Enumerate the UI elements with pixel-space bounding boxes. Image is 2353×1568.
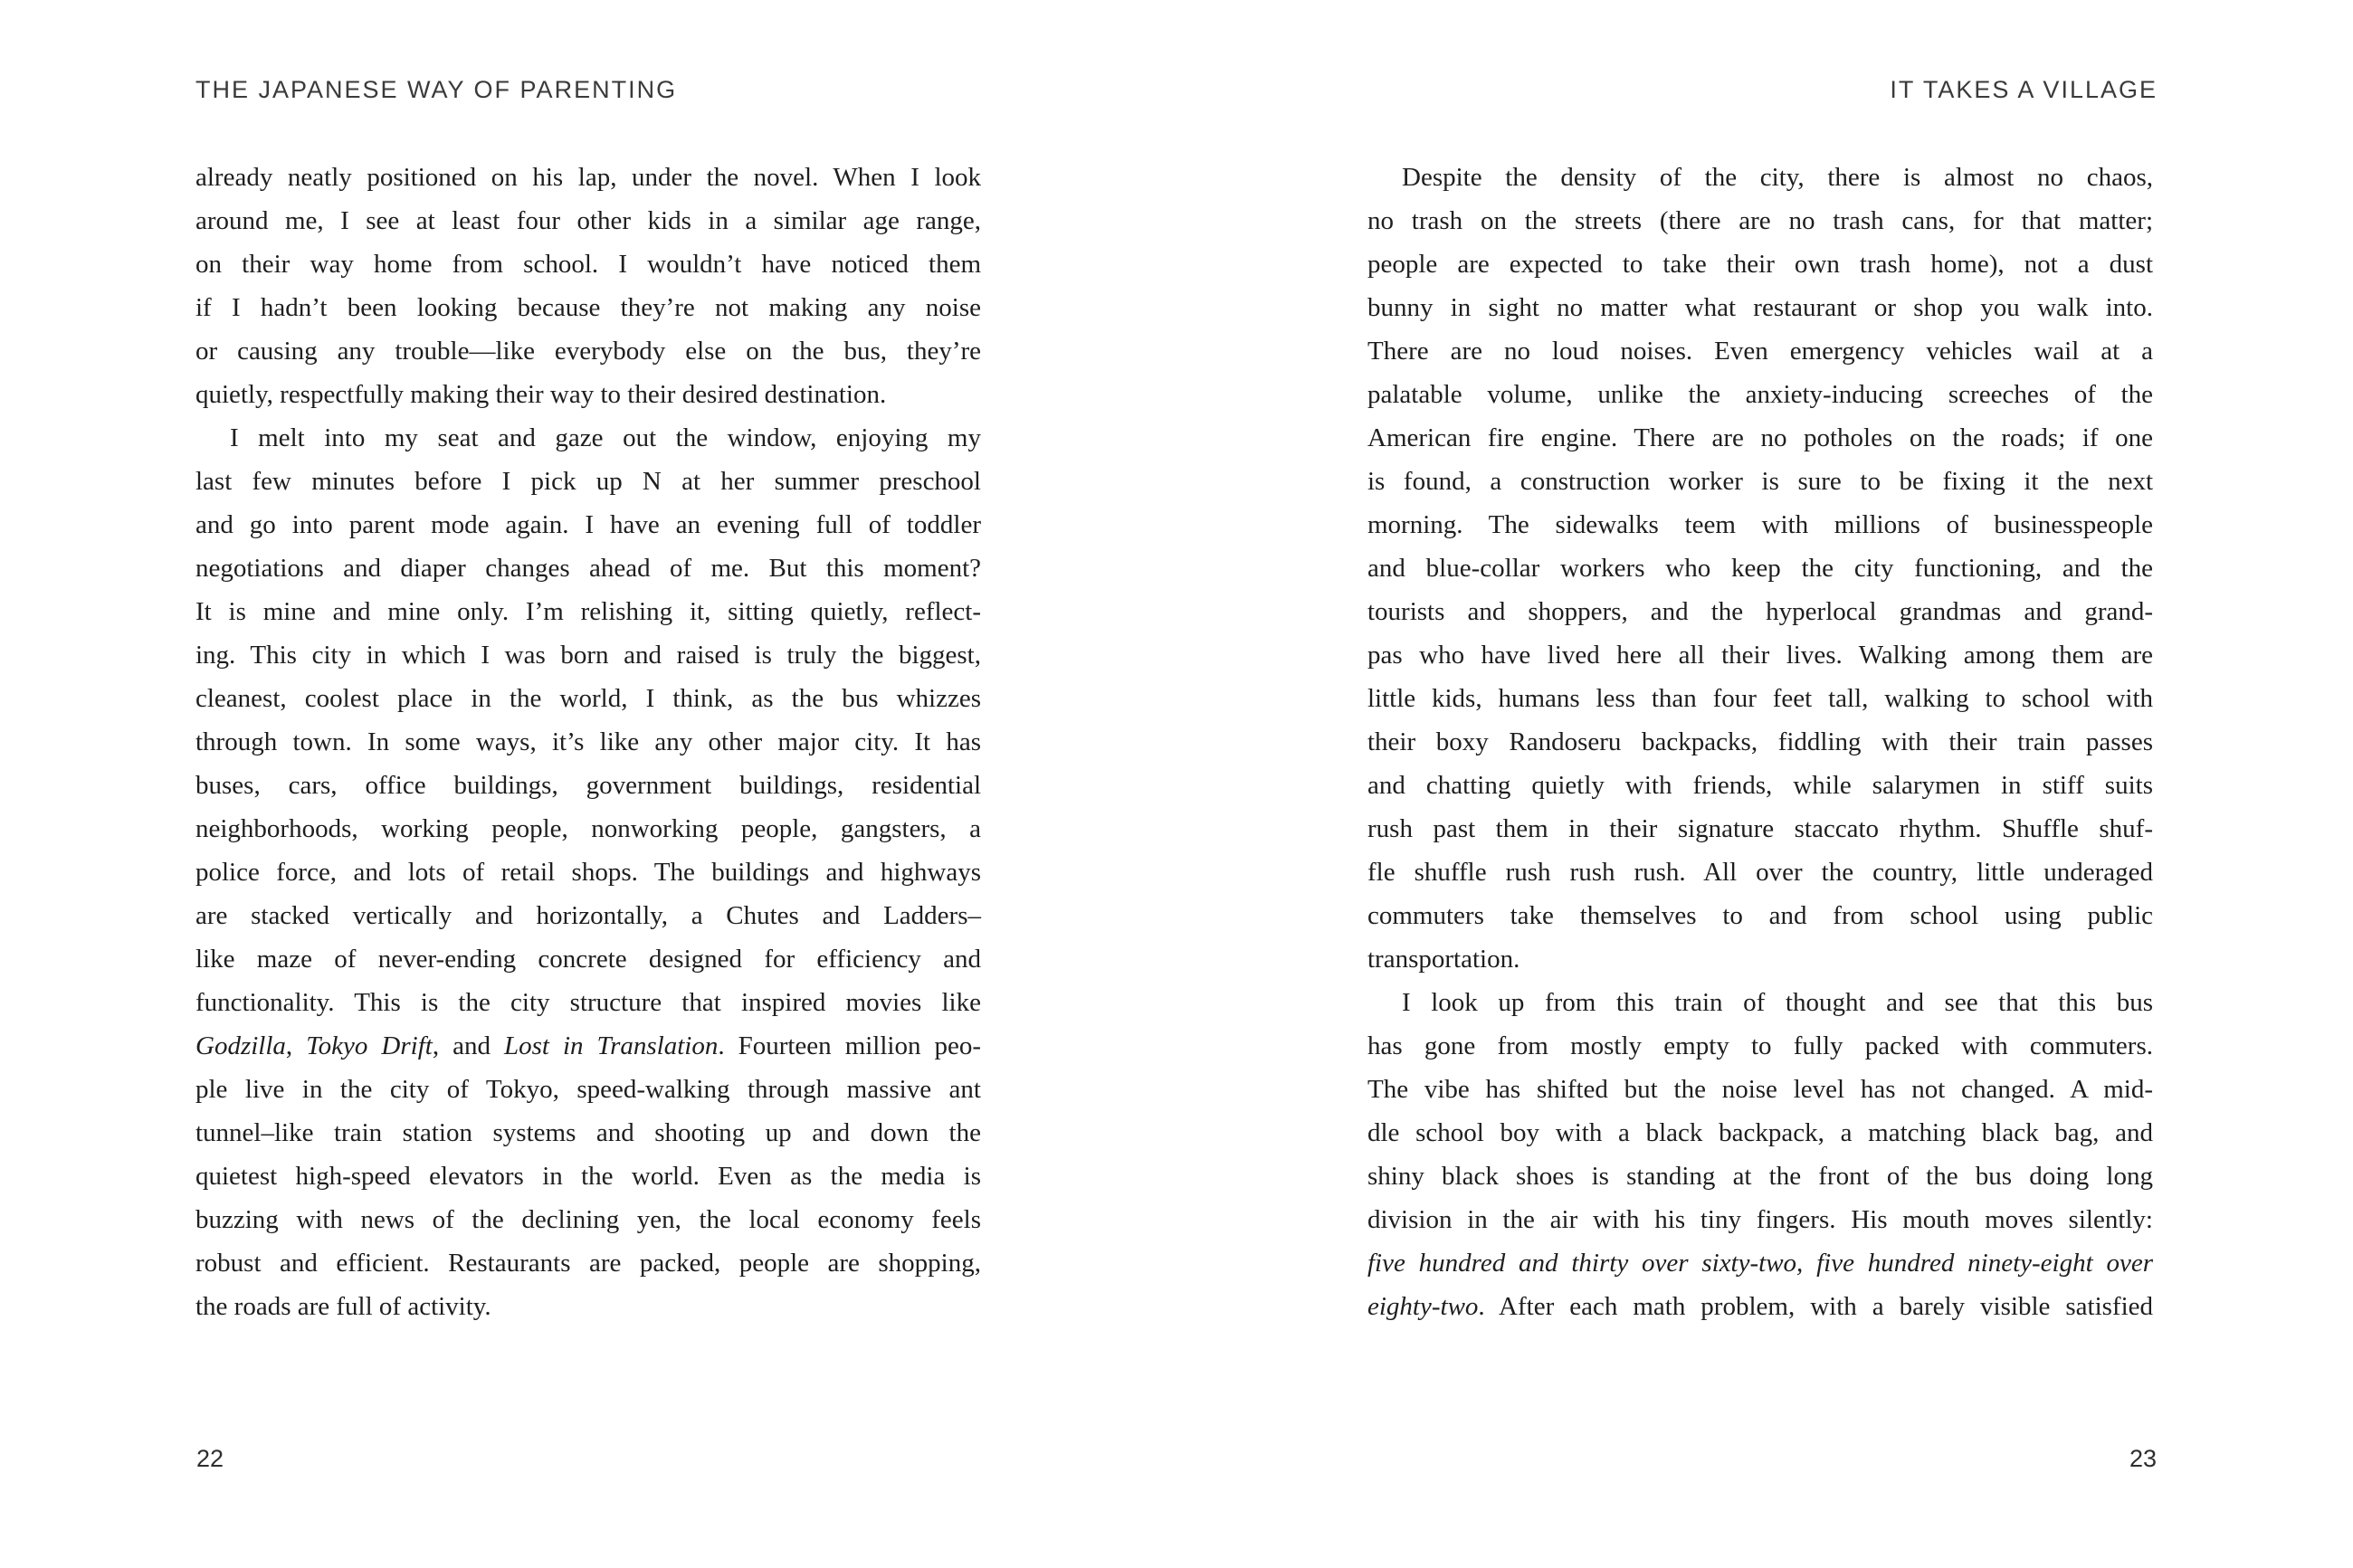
text-line-content: if I hadn’t been looking because they’re not making any noise [195,293,981,322]
text-line-content: or causing any trouble—like everybody else on the bus, they’re [195,337,981,366]
text-line-content: last few minutes before I pick up N at her summer preschool [195,467,981,496]
text-line-content [195,1031,981,1060]
text-line-content: commuters take themselves to and from school using public [1367,901,2154,930]
italic-text-segment: five hundred and thirty over sixty-two, five hundred ninety-eight over [1367,1249,2153,1278]
text-line [195,764,981,807]
text-line [195,937,981,981]
text-line-content: buses, cars, office buildings, government buildings, residential [195,771,981,800]
text-line-content: like maze of never-ending concrete designed for efficiency and [195,945,981,974]
text-line-content: and chatting quietly with friends, while salarymen in stiff suits [1367,771,2153,800]
text-line-content: their boxy Randoseru backpacks, fiddling with their train passes [1367,727,2153,756]
text-line [1367,1285,2153,1328]
text-line [1367,633,2153,677]
page-number-right: 23 [2129,1445,2157,1472]
text-line [195,373,981,416]
text-line-content: buzzing with news of the declining yen, the local economy feels [195,1205,981,1234]
text-line-content: tourists and shoppers, and the hyperlocal grandmas and grand- [1367,597,2154,626]
right-page-text-column [1367,156,2153,1328]
text-segment: . After each math problem, with a barely visible satisfied [1478,1292,2154,1321]
text-line-content: morning. The sidewalks teem with millions of businesspeople [1367,510,2153,539]
page-number-left: 22 [196,1445,224,1472]
text-line [195,807,981,851]
text-line [1367,546,2153,590]
text-line-content: no trash on the streets (there are no trash cans, for that matter; [1367,206,2153,235]
text-line-content: I look up from this train of thought and see that this bus [1402,988,2153,1017]
text-line-content: palatable volume, unlike the anxiety-inducing screeches of the [1367,380,2153,409]
text-line [1367,720,2153,764]
text-line-content: There are no loud noises. Even emergency vehicles wail at a [1367,337,2153,366]
text-line [1367,156,2153,199]
text-line-content: pas who have lived here all their lives. Walking among them are [1367,641,2153,670]
text-line-content: transportation. [1367,945,1520,974]
text-line [1367,1024,2153,1068]
running-header-book-title: THE JAPANESE WAY OF PARENTING [195,76,678,103]
text-line [1367,1068,2153,1111]
text-line-content: around me, I see at least four other kids in a similar age range, [195,206,982,235]
text-line [195,546,981,590]
text-line-content: ple live in the city of Tokyo, speed-walking through massive ant [195,1075,981,1104]
text-line-content: is found, a construction worker is sure to be fixing it the next [1367,467,2154,496]
text-line [1367,807,2153,851]
text-line [1367,1241,2153,1285]
text-line-content [1367,1249,2153,1278]
text-line-content: It is mine and mine only. I’m relishing it, sitting quietly, reflect- [195,597,981,626]
text-line-content: negotiations and diaper changes ahead of me. But this moment? [195,554,981,583]
text-line-content: dle school boy with a black backpack, a matching black bag, and [1367,1118,2153,1147]
text-line [195,1155,981,1198]
text-line [195,1198,981,1241]
italic-text-segment: eighty-two [1367,1292,1479,1321]
text-line-content: and go into parent mode again. I have an evening full of toddler [195,510,981,539]
text-line-content: division in the air with his tiny fingers. His mouth moves silently: [1367,1205,2153,1234]
text-line [195,460,981,503]
left-page-text-column [195,156,981,1328]
text-line-content: I melt into my seat and gaze out the window, enjoying my [230,423,981,452]
text-line [1367,981,2153,1024]
text-line [195,590,981,633]
text-line-content: police force, and lots of retail shops. The buildings and highways [195,858,981,887]
text-line-content: little kids, humans less than four feet tall, walking to school with [1367,684,2153,713]
text-line-content: cleanest, coolest place in the world, I think, as the bus whizzes [195,684,982,713]
text-line [195,1241,981,1285]
text-segment: . Fourteen million peo- [718,1031,982,1060]
text-segment: , [285,1031,307,1060]
text-line-content: tunnel–like train station systems and shooting up and down the [195,1118,981,1147]
text-line-content: ing. This city in which I was born and raised is truly the biggest, [195,641,981,670]
text-line-content: Despite the density of the city, there is almost no chaos, [1402,163,2153,192]
text-line [195,286,981,329]
paragraph [1367,156,2153,981]
text-line [195,720,981,764]
text-line [195,1068,981,1111]
italic-text-segment: Godzilla [195,1031,286,1060]
text-line-content: people are expected to take their own trash home), not a dust [1367,250,2153,279]
text-line [195,1024,981,1068]
text-line [1367,416,2153,460]
text-line [1367,460,2153,503]
text-line-content: quietest high-speed elevators in the world. Even as the media is [195,1162,981,1191]
text-line [1367,1155,2153,1198]
text-line [1367,199,2153,242]
text-line [195,242,981,286]
text-line [195,1111,981,1155]
text-line [1367,937,2153,981]
text-line-content: functionality. This is the city structure that inspired movies like [195,988,981,1017]
text-line [195,981,981,1024]
text-line [1367,503,2153,546]
paragraph [195,156,981,416]
text-line [195,851,981,894]
text-line-content: the roads are full of activity. [195,1292,491,1321]
text-line [195,894,981,937]
text-line [1367,329,2153,373]
text-line [195,416,981,460]
text-line [1367,764,2153,807]
text-line-content: rush past them in their signature staccato rhythm. Shuffle shuf- [1367,814,2153,843]
text-line [195,329,981,373]
text-line [1367,286,2153,329]
text-line [1367,590,2153,633]
paragraph [1367,981,2153,1328]
text-line-content [1367,1292,2153,1321]
text-line [195,156,981,199]
text-line [1367,242,2153,286]
text-segment: , and [432,1031,504,1060]
text-line [1367,373,2153,416]
text-line-content: through town. In some ways, it’s like any other major city. It has [195,727,981,756]
text-line [1367,1198,2153,1241]
text-line [1367,1111,2153,1155]
text-line [195,633,981,677]
text-line-content: has gone from mostly empty to fully packed with commuters. [1367,1031,2153,1060]
text-line [195,503,981,546]
text-line-content: and blue-collar workers who keep the city functioning, and the [1367,554,2153,583]
text-line-content: robust and efficient. Restaurants are packed, people are shopping, [195,1249,981,1278]
text-line-content: neighborhoods, working people, nonworking people, gangsters, a [195,814,982,843]
text-line [195,677,981,720]
paragraph [195,416,981,1328]
text-line [1367,894,2153,937]
text-line-content: American fire engine. There are no potholes on the roads; if one [1367,423,2153,452]
text-line-content: quietly, respectfully making their way to their desired destination. [195,380,887,409]
text-line-content: fle shuffle rush rush rush. All over the country, little underaged [1367,858,2153,887]
text-line-content: are stacked vertically and horizontally, a Chutes and Ladders– [195,901,981,930]
text-line-content: The vibe has shifted but the noise level has not changed. A mid- [1367,1075,2153,1104]
italic-text-segment: Lost in Translation [503,1031,719,1060]
text-line-content: on their way home from school. I wouldn’t have noticed them [195,250,981,279]
text-line [1367,677,2153,720]
italic-text-segment: Tokyo Drift [306,1031,433,1060]
text-line-content: already neatly positioned on his lap, under the novel. When I look [195,163,981,192]
running-header-chapter-title: IT TAKES A VILLAGE [1890,76,2158,103]
text-line-content: shiny black shoes is standing at the front of the bus doing long [1367,1162,2153,1191]
text-line-content: bunny in sight no matter what restaurant or shop you walk into. [1367,293,2153,322]
text-line [195,199,981,242]
text-line [195,1285,981,1328]
text-line [1367,851,2153,894]
